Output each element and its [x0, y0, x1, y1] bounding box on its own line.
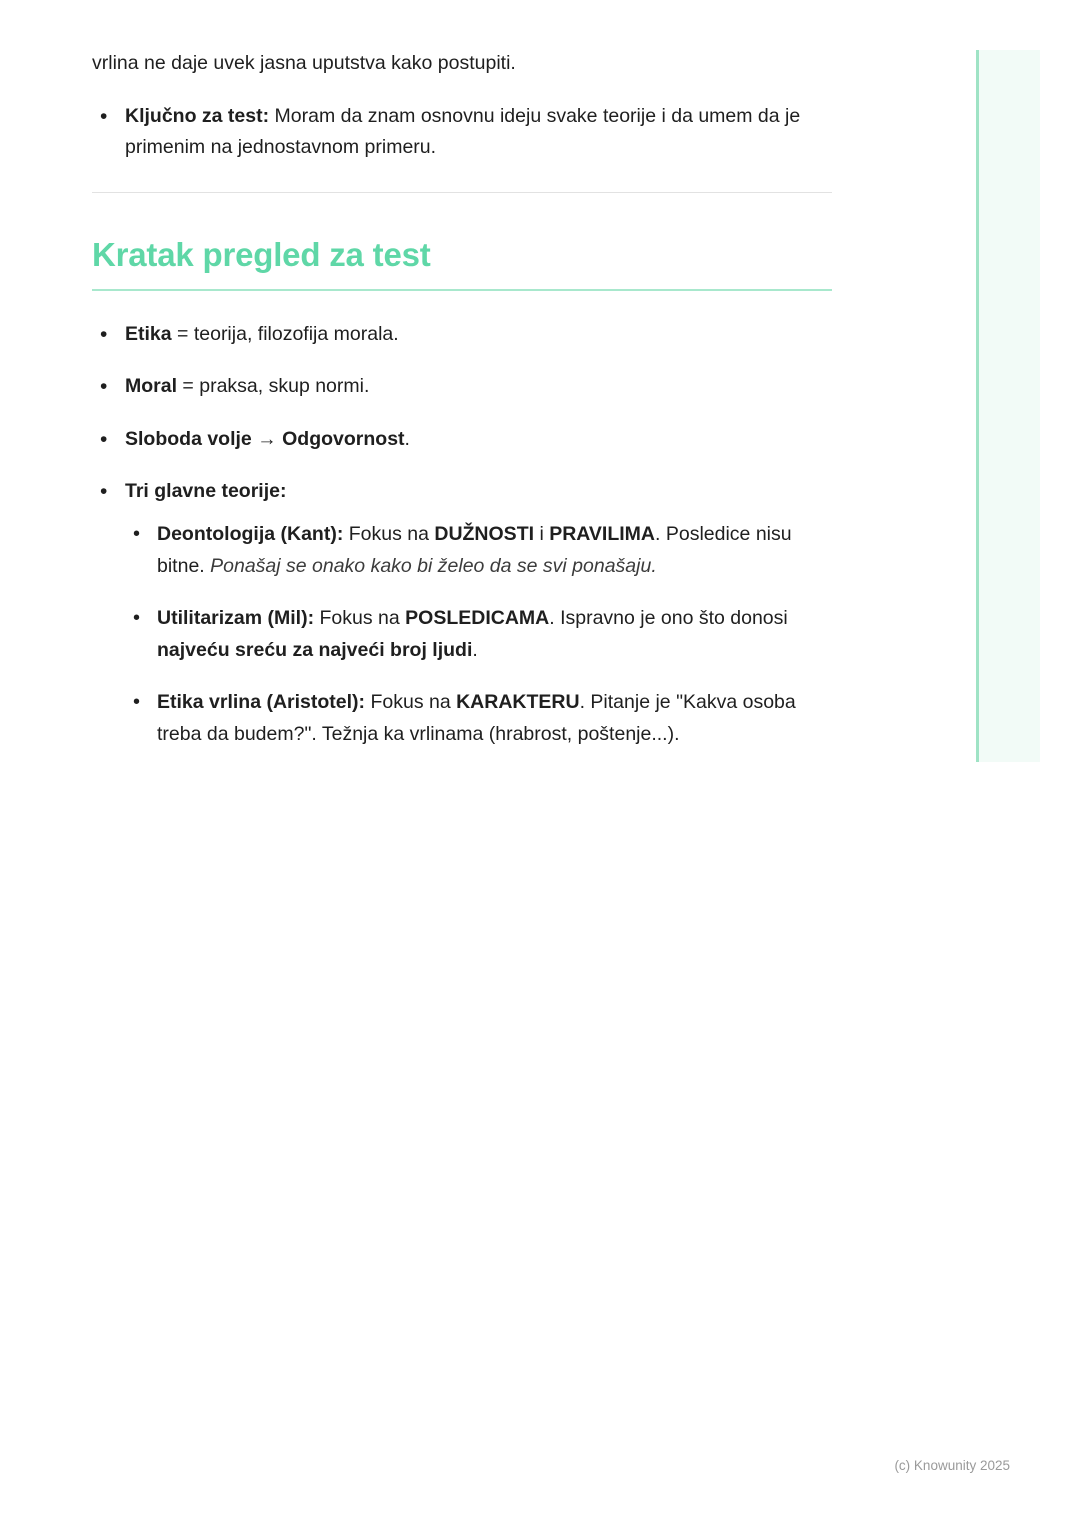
intro-block — [92, 0, 832, 164]
top-bullet-rest: Moram da znam osnovnu ideju svake teorije i da umem da je primenim na jednostavnom primeru. — [125, 104, 801, 159]
right-decorative-panel — [978, 50, 1040, 762]
theory-utilitarianism-lead: Utilitarizam (Mil): — [157, 607, 315, 630]
list-item — [125, 519, 832, 582]
list-item — [92, 101, 832, 164]
list-item — [125, 603, 832, 666]
section-divider — [92, 192, 832, 193]
page-title: Kratak pregled za test — [92, 235, 431, 273]
top-bullet-list — [92, 101, 832, 164]
theory-virtue-lead: Etika vrlina (Aristotel): — [157, 691, 366, 714]
arrow-glyph: → — [251, 427, 283, 450]
term-moral: Moral — [125, 375, 178, 398]
theories-sublist — [125, 519, 832, 750]
theory-utilitarianism-emph-2: najveću sreću za najveći broj ljudi — [157, 638, 473, 661]
term-etika-definition: = teorija, filozofija morala. — [171, 322, 399, 345]
theory-utilitarianism-text-2: . Ispravno je ono što donosi — [549, 607, 788, 630]
theory-virtue-text-2: . Pitanje je "Kakva osoba treba da budem?". Težnja ka vrlinama (hrabrost, poštenje...). — [157, 691, 796, 745]
list-item — [125, 687, 832, 750]
theories-heading: Tri glavne teorije: — [125, 480, 287, 503]
theory-deontology-lead: Deontologija (Kant): — [157, 523, 344, 546]
theory-utilitarianism-text-1: Fokus na — [314, 607, 406, 630]
term-sloboda-volje: Sloboda volje — [125, 427, 252, 450]
list-item — [92, 424, 832, 456]
theory-deontology-text-2: i — [534, 523, 550, 546]
theory-deontology-emph-2: PRAVILIMA — [549, 523, 656, 546]
theory-deontology-text-3: . Posledice nisu bitne. — [157, 523, 792, 577]
list-item — [92, 319, 832, 351]
document-page — [92, 0, 832, 772]
top-bullet-lead: Ključno za test: — [125, 104, 270, 127]
list-item — [92, 476, 832, 750]
top-paragraph: vrlina ne daje uvek jasna uputstva kako postupiti. — [92, 52, 516, 74]
term-odgovornost-suffix: . — [404, 427, 410, 450]
theory-virtue-text-1: Fokus na — [365, 691, 457, 714]
list-item — [92, 371, 832, 403]
copyright-footer: (c) Knowunity 2025 — [894, 1458, 1010, 1473]
theory-virtue-emph-1: KARAKTERU — [456, 691, 580, 714]
theory-deontology-quote: Ponašaj se onako kako bi želeo da se svi ponašaju. — [210, 554, 657, 577]
theory-utilitarianism-text-3: . — [472, 638, 478, 661]
right-accent-line — [976, 50, 979, 762]
theory-utilitarianism-emph-1: POSLEDICAMA — [405, 607, 550, 630]
theory-deontology-emph-1: DUŽNOSTI — [434, 523, 535, 546]
summary-list — [92, 319, 832, 751]
term-etika: Etika — [125, 322, 172, 345]
term-moral-definition: = praksa, skup normi. — [177, 375, 370, 398]
term-odgovornost: Odgovornost — [282, 427, 405, 450]
theory-deontology-text-1: Fokus na — [343, 523, 435, 546]
title-underline — [92, 289, 832, 291]
